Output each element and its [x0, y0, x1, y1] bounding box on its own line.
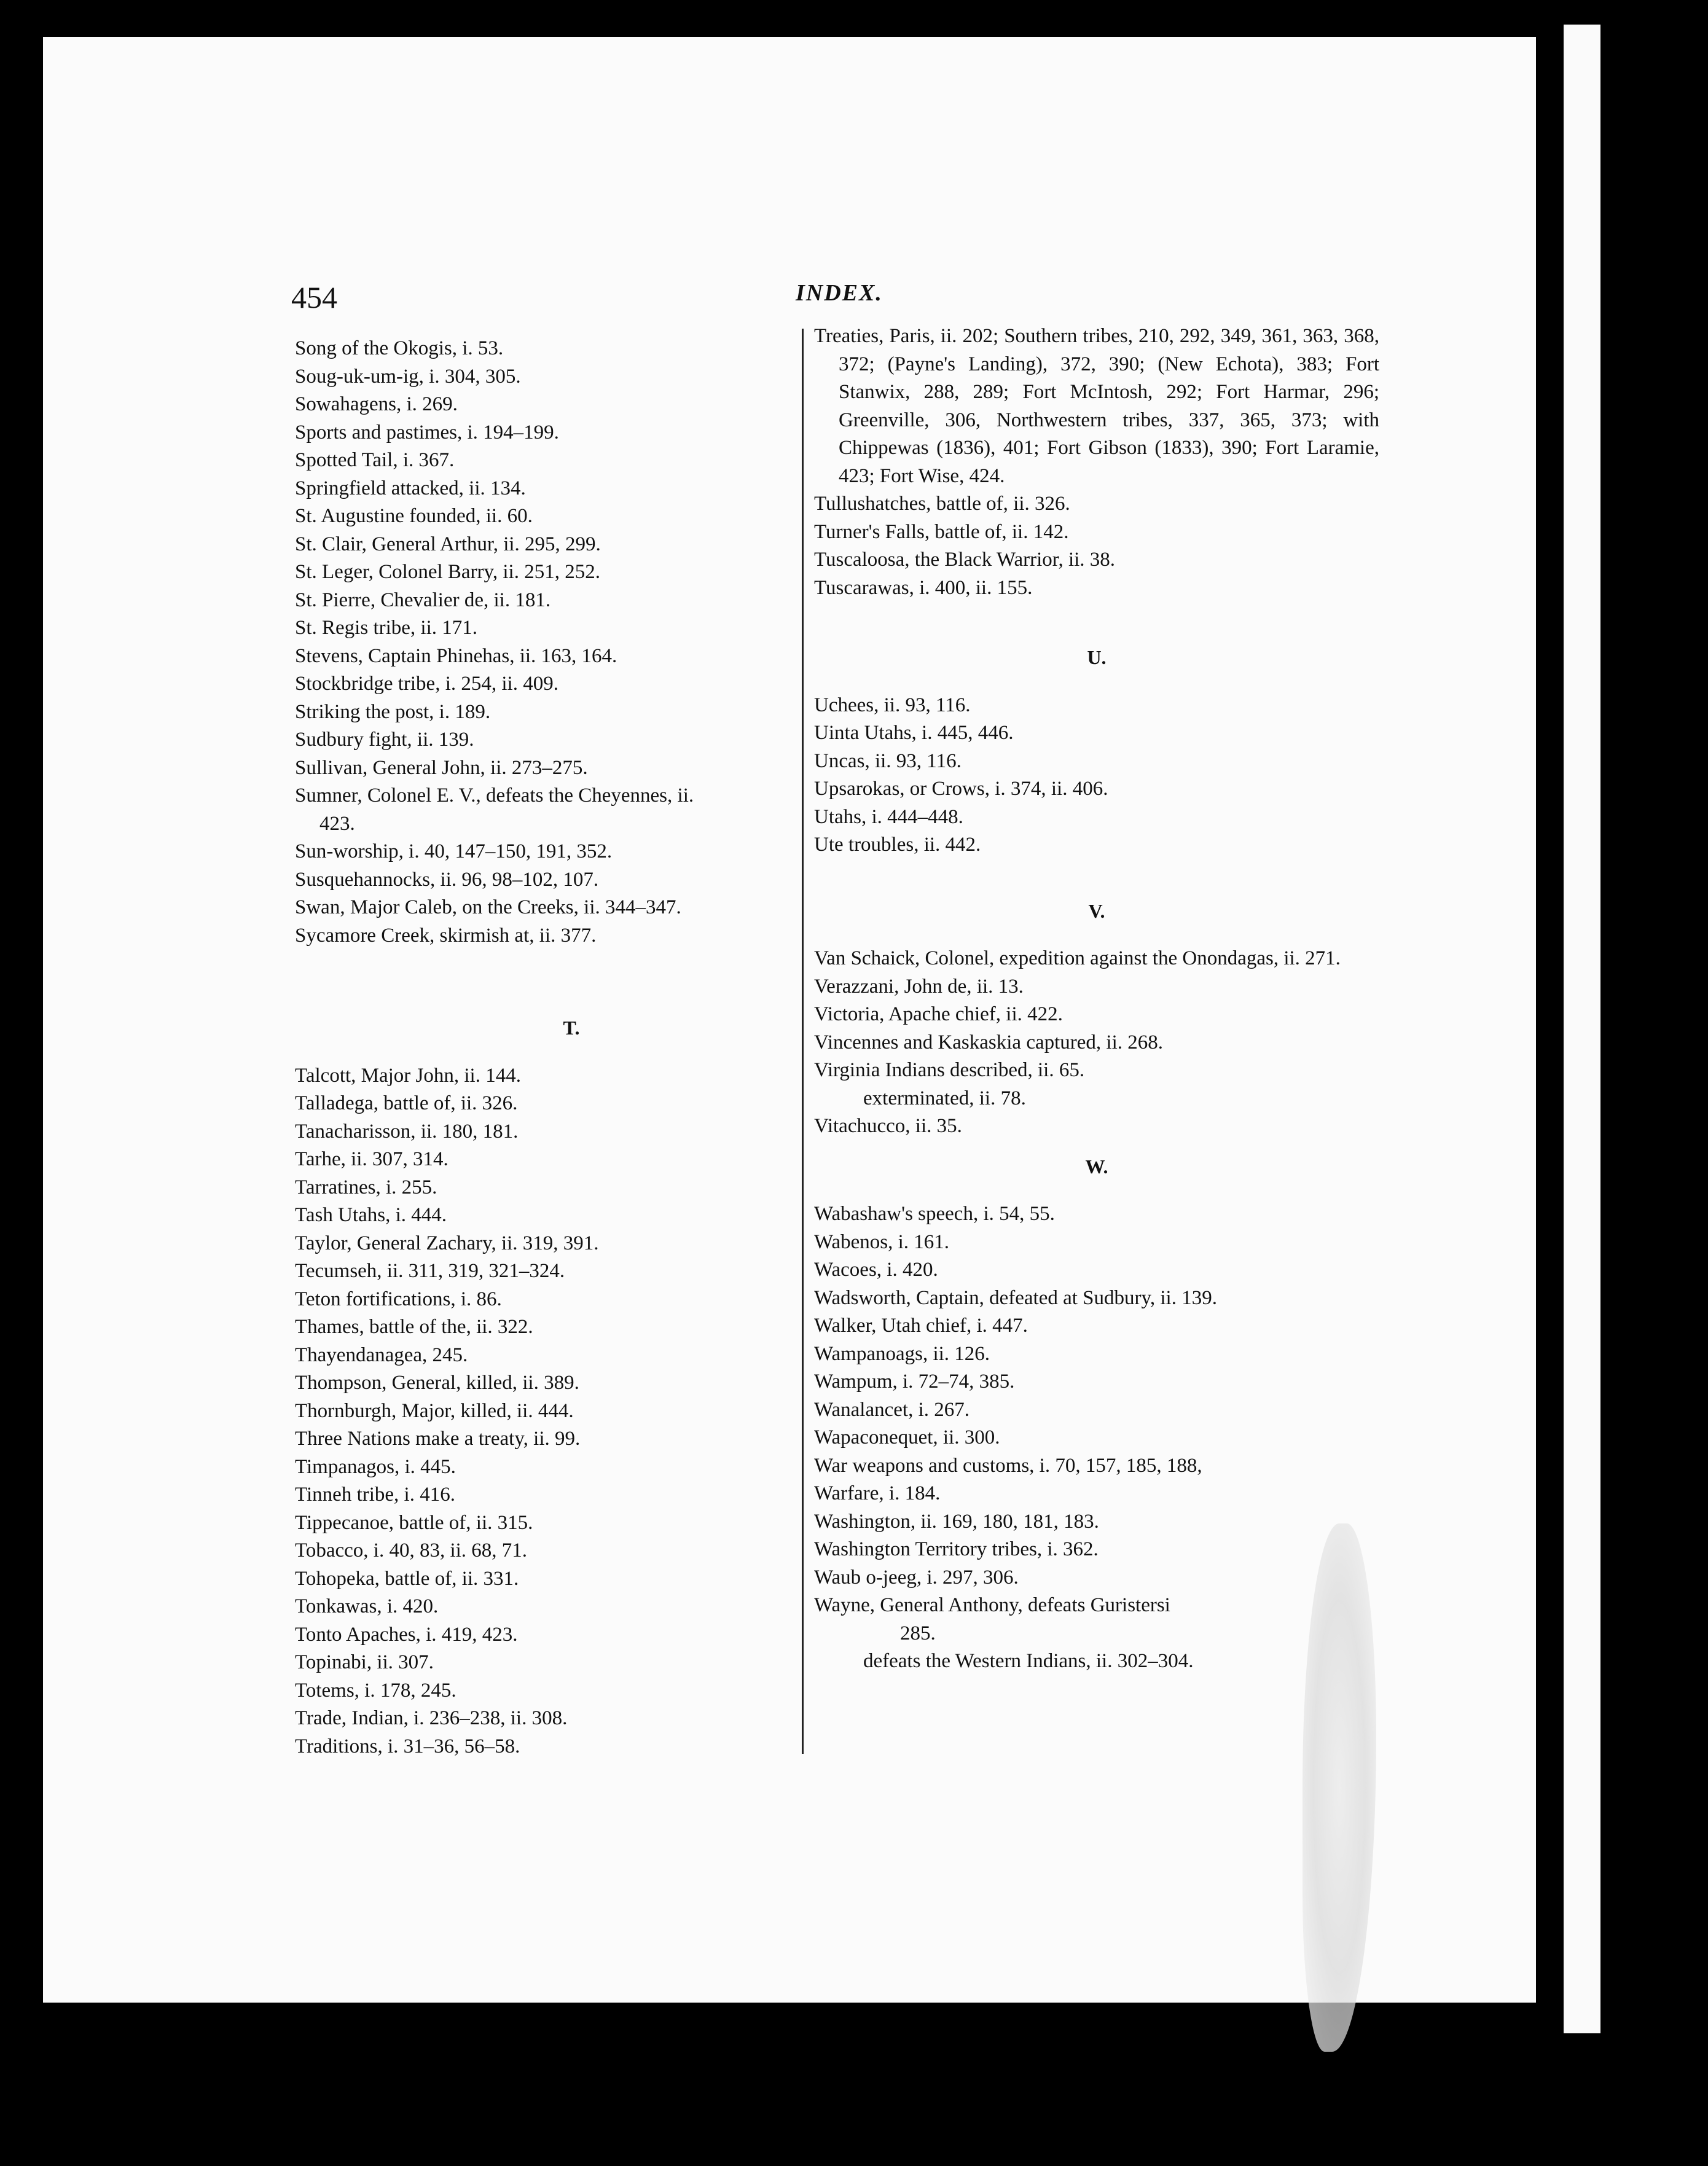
index-entry: Tullushatches, battle of, ii. 326. — [814, 493, 1070, 515]
index-entry: Tarhe, ii. 307, 314. — [295, 1148, 449, 1170]
index-entry: Stevens, Captain Phinehas, ii. 163, 164. — [295, 644, 617, 667]
index-entry: Tobacco, i. 40, 83, ii. 68, 71. — [295, 1539, 528, 1562]
index-entry: Wanalancet, i. 267. — [814, 1398, 970, 1421]
entries-t — [295, 1062, 897, 1761]
index-entry: War weapons and customs, i. 70, 157, 185, 188, — [814, 1454, 1202, 1477]
entries-v — [814, 945, 1379, 1141]
index-entry: Tash Utahs, i. 444. — [295, 1204, 447, 1226]
index-entry: Trade, Indian, i. 236–238, ii. 308. — [295, 1707, 568, 1729]
entries-t-continued — [814, 490, 1379, 602]
index-entry: St. Leger, Colonel Barry, ii. 251, 252. — [295, 561, 600, 583]
index-entry: Sowahagens, i. 269. — [295, 393, 458, 415]
index-entry: Thames, battle of the, ii. 322. — [295, 1316, 533, 1338]
index-entry: Tinneh tribe, i. 416. — [295, 1484, 455, 1506]
index-entry: Teton fortifications, i. 86. — [295, 1288, 502, 1310]
index-entry: Warfare, i. 184. — [814, 1482, 941, 1504]
index-entry: Wabenos, i. 161. — [814, 1230, 950, 1253]
index-entry: Sun-worship, i. 40, 147–150, 191, 352. — [295, 840, 613, 862]
section-letter-u: U. — [1087, 646, 1107, 668]
index-entry: St. Clair, General Arthur, ii. 295, 299. — [295, 533, 601, 555]
adjacent-page-edge — [1564, 25, 1600, 2033]
index-entry: Totems, i. 178, 245. — [295, 1679, 456, 1702]
index-entry: Turner's Falls, battle of, ii. 142. — [814, 520, 1069, 543]
index-entry: Striking the post, i. 189. — [295, 700, 491, 723]
index-entry: Wadsworth, Captain, defeated at Sudbury, ii. 139. — [814, 1286, 1217, 1309]
page-number: 454 — [291, 280, 337, 315]
index-entry-continuation: 285. — [900, 1622, 936, 1644]
index-entry: Van Schaick, Colonel, expedition against the Onondagas, ii. 271. — [814, 947, 1341, 969]
index-entry: Tanacharisson, ii. 180, 181. — [295, 1120, 519, 1143]
index-entry: Verazzani, John de, ii. 13. — [814, 975, 1024, 998]
index-entry-continuation: 423. — [319, 812, 355, 835]
section-letter-v: V. — [1088, 899, 1105, 922]
index-entry: Susquehannocks, ii. 96, 98–102, 107. — [295, 868, 599, 891]
index-entry: Three Nations make a treaty, ii. 99. — [295, 1428, 581, 1450]
index-entry: St. Regis tribe, ii. 171. — [295, 617, 477, 639]
running-head: INDEX. — [796, 280, 883, 306]
index-entry: Upsarokas, or Crows, i. 374, ii. 406. — [814, 778, 1108, 800]
index-entry: Topinabi, ii. 307. — [295, 1651, 434, 1673]
index-entry: Washington, ii. 169, 180, 181, 183. — [814, 1510, 1099, 1533]
left-column — [295, 335, 897, 1761]
index-entry: Song of the Okogis, i. 53. — [295, 337, 504, 359]
index-entry: Uinta Utahs, i. 445, 446. — [814, 722, 1014, 744]
index-entry: Wacoes, i. 420. — [814, 1259, 938, 1281]
index-entry: Wayne, General Anthony, defeats Guristersi — [814, 1594, 1170, 1616]
index-entry: Timpanagos, i. 445. — [295, 1455, 456, 1478]
index-entry: Virginia Indians described, ii. 65. — [814, 1059, 1085, 1081]
index-entry: Swan, Major Caleb, on the Creeks, ii. 344–347. — [295, 896, 681, 918]
index-entry: Sudbury fight, ii. 139. — [295, 729, 474, 751]
index-entry: Talladega, battle of, ii. 326. — [295, 1092, 518, 1114]
index-entry: Soug-uk-um-ig, i. 304, 305. — [295, 365, 521, 388]
index-entry: Tecumseh, ii. 311, 319, 321–324. — [295, 1260, 565, 1282]
index-subentry: defeats the Western Indians, ii. 302–304. — [863, 1650, 1194, 1672]
index-entry: Tonto Apaches, i. 419, 423. — [295, 1623, 518, 1646]
index-entry: Wabashaw's speech, i. 54, 55. — [814, 1203, 1055, 1225]
index-entry: St. Augustine founded, ii. 60. — [295, 505, 533, 527]
index-entry: Thompson, General, killed, ii. 389. — [295, 1372, 579, 1394]
page-header — [0, 280, 1493, 323]
index-entry: Wampanoags, ii. 126. — [814, 1342, 990, 1365]
index-entry: Ute troubles, ii. 442. — [814, 834, 981, 856]
index-subentry: exterminated, ii. 78. — [863, 1087, 1026, 1109]
index-entry: Waub o-jeeg, i. 297, 306. — [814, 1566, 1019, 1589]
index-entry: Thayendanagea, 245. — [295, 1343, 468, 1366]
index-entry: Utahs, i. 444–448. — [814, 805, 963, 828]
index-entry: Tohopeka, battle of, ii. 331. — [295, 1567, 519, 1590]
index-entry: Victoria, Apache chief, ii. 422. — [814, 1003, 1063, 1025]
index-entry: Stockbridge tribe, i. 254, ii. 409. — [295, 673, 558, 695]
index-entry: St. Pierre, Chevalier de, ii. 181. — [295, 588, 551, 611]
index-entry-treaties: Treaties, Paris, ii. 202; Southern tribes, 210, 292, 349, 361, 363, 368, 372; (Payne's Landing), 372, 390; (New Echota), 383; Fort Stanwix, 288, 289; Fort McIntosh, 292; Fort Harmar, 296; Greenville, 306, Northwestern tribes, 337, 365, 373; with Chippewas (1836), 401; Fort Gibson (1833), 390; Fort Laramie, 423; Fort Wise, 424. — [814, 325, 1379, 487]
index-entry: Wampum, i. 72–74, 385. — [814, 1370, 1015, 1393]
entries-u — [814, 692, 1379, 859]
index-entry: Walker, Utah chief, i. 447. — [814, 1315, 1028, 1337]
index-entry: Sullivan, General John, ii. 273–275. — [295, 756, 588, 779]
index-entry: Tuscaloosa, the Black Warrior, ii. 38. — [814, 549, 1116, 571]
index-entry: Uchees, ii. 93, 116. — [814, 694, 971, 716]
index-entry: Tarratines, i. 255. — [295, 1176, 437, 1198]
index-entry: Uncas, ii. 93, 116. — [814, 749, 962, 772]
entries-w — [814, 1200, 1379, 1676]
index-entry: Tippecanoe, battle of, ii. 315. — [295, 1511, 533, 1534]
index-entry: Vincennes and Kaskaskia captured, ii. 268. — [814, 1031, 1164, 1054]
entries-s — [295, 335, 897, 950]
index-entry: Tuscarawas, i. 400, ii. 155. — [814, 576, 1033, 599]
index-entry: Vitachucco, ii. 35. — [814, 1115, 962, 1137]
index-entry: Sycamore Creek, skirmish at, ii. 377. — [295, 924, 597, 947]
index-entry: Thornburgh, Major, killed, ii. 444. — [295, 1399, 574, 1422]
index-entry: Taylor, General Zachary, ii. 319, 391. — [295, 1232, 599, 1254]
index-entry: Tonkawas, i. 420. — [295, 1595, 439, 1617]
section-letter-w: W. — [1085, 1155, 1108, 1178]
index-entry: Wapaconequet, ii. 300. — [814, 1426, 1000, 1449]
index-entry: Sumner, Colonel E. V., defeats the Cheyennes, ii. — [295, 784, 694, 807]
section-letter-t: T. — [563, 1017, 580, 1039]
right-column — [814, 323, 1379, 1676]
index-entry: Spotted Tail, i. 367. — [295, 449, 455, 471]
index-entry: Sports and pastimes, i. 194–199. — [295, 421, 559, 444]
index-entry: Washington Territory tribes, i. 362. — [814, 1538, 1099, 1560]
index-entry: Springfield attacked, ii. 134. — [295, 477, 526, 499]
index-entry: Talcott, Major John, ii. 144. — [295, 1064, 521, 1087]
index-entry: Traditions, i. 31–36, 56–58. — [295, 1735, 520, 1757]
